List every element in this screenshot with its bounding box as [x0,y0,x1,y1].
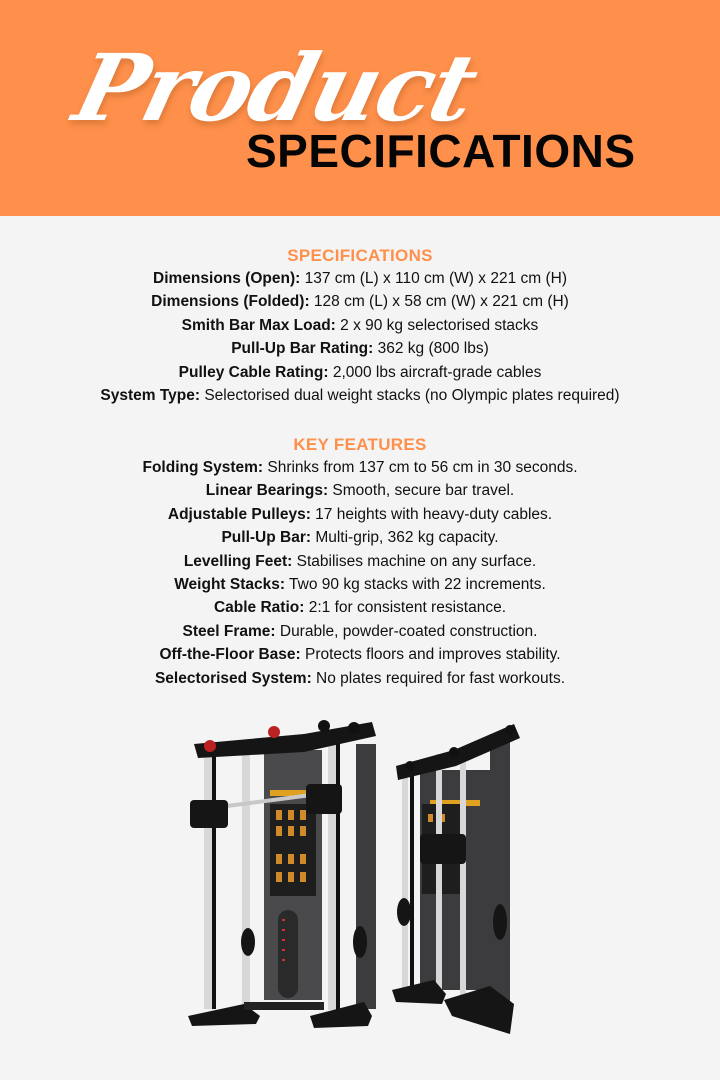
folded-machine-illustration [392,724,520,1034]
feature-line [0,573,720,596]
spec-label: Pull-Up Bar Rating: [231,340,374,358]
feature-label: Pull-Up Bar: [221,529,312,547]
key-features-section [0,434,720,690]
feature-line [0,479,720,502]
feature-value: Durable, powder-coated construction. [275,622,538,640]
feature-value: 17 heights with heavy-duty cables. [310,505,553,523]
feature-line [0,667,720,690]
spec-line [0,290,720,313]
feature-label: Folding System: [142,459,264,476]
spec-line [0,384,720,407]
spec-value: 128 cm (L) x 58 cm (W) x 221 cm (H) [309,293,569,311]
open-machine-illustration [188,720,376,1028]
spec-line [0,337,720,360]
key-features-heading: KEY FEATURES [293,435,427,454]
spec-label: Dimensions (Folded): [151,293,310,311]
feature-value: Shrinks from 137 cm to 56 cm in 30 seconds. [263,459,578,476]
spec-line [0,314,720,337]
feature-label: Cable Ratio: [213,599,305,617]
feature-value: Multi-grip, 362 kg capacity. [311,529,499,547]
hero-banner [0,0,720,216]
feature-line [0,503,720,526]
feature-label: Linear Bearings: [205,482,329,500]
feature-line [0,596,720,619]
feature-value: No plates required for fast workouts. [311,669,566,687]
product-image [184,704,536,1044]
feature-value: 2:1 for consistent resistance. [304,599,507,617]
feature-label: Steel Frame: [182,622,276,640]
specifications-section [0,245,720,407]
feature-line [0,550,720,573]
feature-label: Off-the-Floor Base: [159,646,301,664]
spec-value: Selectorised dual weight stacks (no Olympic plates required) [200,387,620,405]
specifications-heading: SPECIFICATIONS [287,246,433,265]
feature-label: Selectorised System: [154,669,312,687]
feature-value: Smooth, secure bar travel. [328,482,515,500]
spec-label: Smith Bar Max Load: [181,316,336,334]
spec-value: 137 cm (L) x 110 cm (W) x 221 cm (H) [300,270,567,287]
spec-value: 2,000 lbs aircraft-grade cables [328,363,542,381]
spec-label: System Type: [100,387,201,405]
feature-line [0,620,720,643]
feature-label: Adjustable Pulleys: [167,505,311,523]
spec-line [0,267,720,290]
spec-label: Dimensions (Open): [153,270,301,287]
spec-value: 362 kg (800 lbs) [373,340,489,358]
feature-label: Levelling Feet: [183,552,293,570]
spec-value: 2 x 90 kg selectorised stacks [335,316,539,334]
spec-line [0,361,720,384]
feature-value: Two 90 kg stacks with 22 increments. [285,576,546,594]
feature-value: Stabilises machine on any surface. [292,552,537,570]
hero-script-title: Product [64,34,487,142]
feature-line [0,526,720,549]
spec-label: Pulley Cable Rating: [178,363,329,381]
feature-value: Protects floors and improves stability. [300,646,561,664]
feature-line [0,643,720,666]
hero-title: SPECIFICATIONS [246,125,636,177]
feature-label: Weight Stacks: [174,576,286,594]
feature-line [0,456,720,479]
